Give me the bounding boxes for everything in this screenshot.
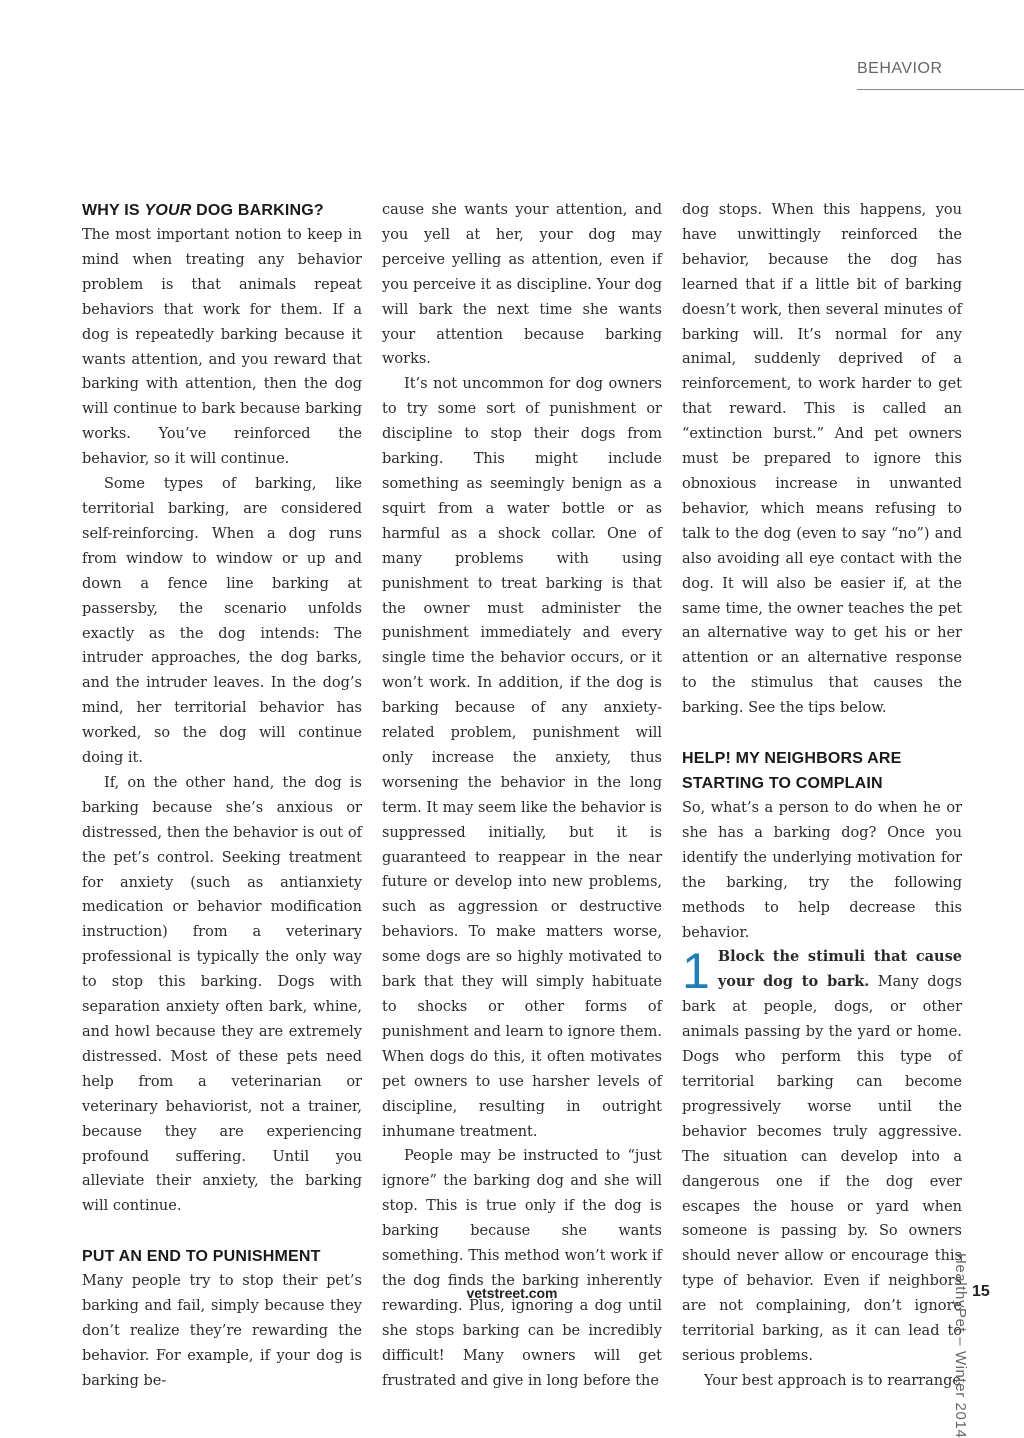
- paragraph: So, what’s a person to do when he or she has a barking dog? Once you identify the underlying motivation for the barking, try the following methods to help decrease this behavior.: [682, 800, 962, 941]
- footer-website: vetstreet.com: [466, 1285, 558, 1301]
- tip-title: Block the stimuli that cause your dog to bark.: [717, 948, 962, 991]
- tip-body: Many dogs bark at people, dogs, or other animals passing by the yard or home. Dogs who perform this type of territorial barking can become progressively worse until the behavior becomes truly aggressive. The situation can develop into a dangerous one if the dog ever escapes the house or yard when someone is passing by. So owners should never allow or encourage this type of behavior. Even if neighbors are not complaining, don’t ignore territorial barking, as it can lead to serious problems.: [682, 974, 962, 1364]
- paragraph: cause she wants your attention, and you yell at her, your dog may perceive yelling as attention, even if you perceive it as discipline. Your dog will bark the next time she wants your attention because barking works.: [382, 202, 662, 368]
- heading-punishment: PUT AN END TO PUNISHMENT: [82, 1248, 321, 1266]
- article-column-2: [382, 198, 662, 1394]
- article-column-3: [682, 198, 962, 1394]
- tip-number-dropcap: 1: [682, 943, 710, 1000]
- publication-credit: HealthyPet – Winter 2014: [952, 1253, 969, 1438]
- paragraph: People may be instructed to “just ignore” the barking dog and she will stop. This is true only if the dog is barking because she wants something. This method won’t work if the dog finds the barking inherently rewarding. Plus, ignoring a dog until she stops barking can be incredibly difficult! Many owners will get frustrated and give in long before the: [382, 1148, 662, 1389]
- paragraph: It’s not uncommon for dog owners to try some sort of punishment or discipline to stop their dogs from barking. This might include something as seemingly benign as a squirt from a water bottle or as harmful as a shock collar. One of many problems with using punishment to treat barking is that the owner must administer the punishment immediately and every single time the behavior occurs, or it won’t work. In addition, if the dog is barking because of any anxiety-related problem, punishment will only increase the anxiety, thus worsening the behavior in the long term. It may seem like the behavior is suppressed initially, but it is guaranteed to reappear in the near future or develop into new problems, such as aggression or destructive behaviors. To make matters worse, some dogs are so highly motivated to bark that they will simply habituate to shocks or other forms of punishment and learn to ignore them. When dogs do this, it often motivates pet owners to use harsher levels of discipline, resulting in outright inhumane treatment.: [382, 376, 662, 1140]
- paragraph: Some types of barking, like territorial barking, are considered self-reinforcing. When a dog runs from window to window or up and down a fence line barking at passersby, the scenario unfolds exactly as the dog intends: The intruder approaches, the dog barks, and the intruder leaves. In the dog’s mind, her territorial behavior has worked, so the dog will continue doing it.: [82, 476, 362, 767]
- page-number: 15: [972, 1283, 990, 1300]
- section-label: BEHAVIOR: [857, 60, 943, 77]
- heading-emphasis: YOUR: [144, 202, 192, 219]
- section-divider: [857, 89, 1024, 90]
- article-column-1: [82, 198, 362, 1394]
- paragraph: The most important notion to keep in mind when treating any behavior problem is that animals repeat behaviors that work for them. If a dog is repeatedly barking because it wants attention, and you reward that barking with attention, then the dog will continue to bark because barking works. You’ve reinforced the behavior, so it will continue.: [82, 227, 362, 468]
- paragraph: Your best approach is to rearrange: [704, 1372, 961, 1389]
- heading-text: WHY IS: [82, 202, 145, 219]
- heading-neighbors: HELP! MY NEIGHBORS ARE STARTING TO COMPLAIN: [682, 750, 902, 793]
- tip-1: [682, 945, 962, 1368]
- heading-text: DOG BARKING?: [191, 202, 324, 219]
- heading-why-barking: [82, 198, 362, 223]
- paragraph: dog stops. When this happens, you have unwittingly reinforced the behavior, because the dog has learned that if a little bit of barking doesn’t work, then several minutes of barking will. It’s normal for any animal, suddenly deprived of a reinforcement, to work harder to get that reward. This is called an “extinction burst.” And pet owners must be prepared to ignore this obnoxious increase in unwanted behavior, which means refusing to talk to the dog (even to say “no”) and also avoiding all eye contact with the dog. It will also be easier if, at the same time, the owner teaches the pet an alternative way to get his or her attention or an alternative response to the stimulus that causes the barking. See the tips below.: [682, 202, 962, 717]
- paragraph: If, on the other hand, the dog is barking because she’s anxious or distressed, then the behavior is out of the pet’s control. Seeking treatment for anxiety (such as antianxiety medication or behavior modification instruction) from a veterinary professional is typically the only way to stop this barking. Dogs with separation anxiety often bark, whine, and howl because they are extremely distressed. Most of these pets need help from a veterinarian or veterinary behaviorist, not a trainer, because they are experiencing profound suffering. Until you alleviate their anxiety, the barking will continue.: [82, 774, 362, 1215]
- paragraph: Many people try to stop their pet’s barking and fail, simply because they don’t realize they’re rewarding the behavior. For example, if your dog is barking be-: [82, 1273, 362, 1389]
